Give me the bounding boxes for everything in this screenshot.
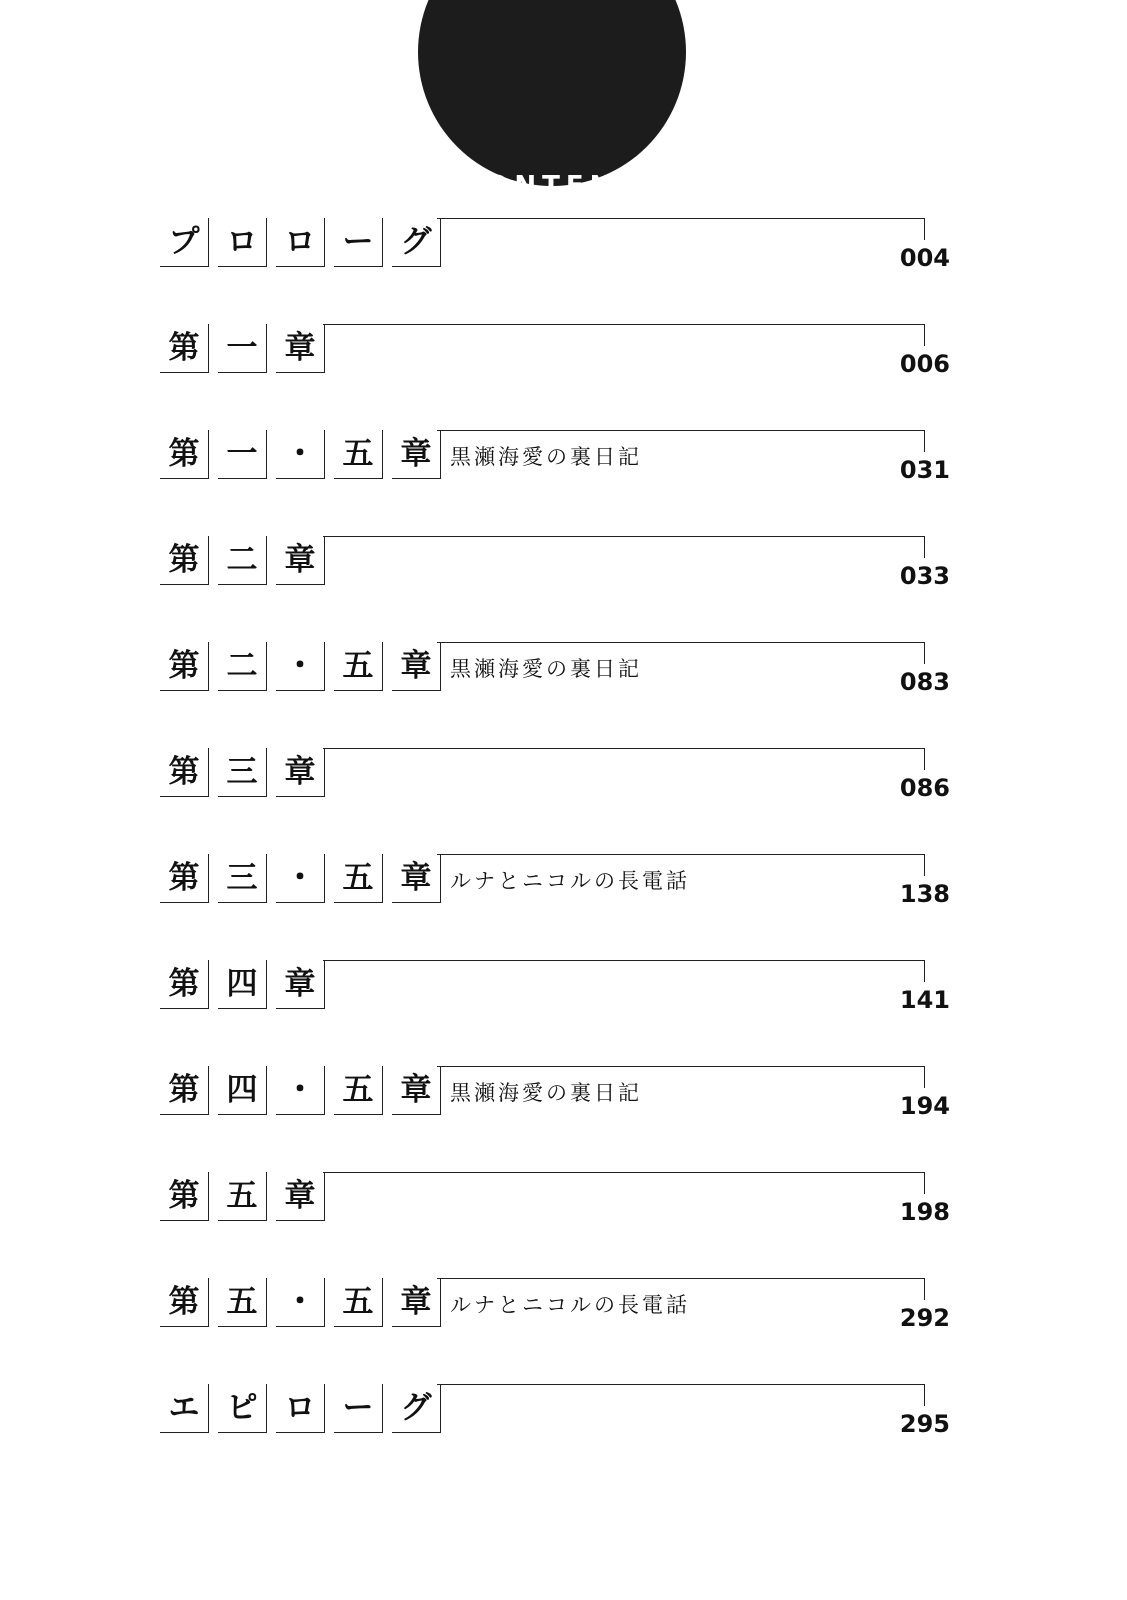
chapter-heading-char: 章 (392, 854, 441, 903)
chapter-heading-char: 章 (276, 1172, 325, 1221)
bracket-line (323, 748, 925, 770)
page-number: 086 (899, 774, 950, 802)
toc-entry[interactable] (160, 960, 960, 1040)
chapter-heading-char: ・ (276, 642, 325, 691)
bracket-line (323, 536, 925, 558)
page-title: CONTENTS (461, 171, 666, 201)
toc-entry[interactable] (160, 324, 960, 404)
toc-entry[interactable] (160, 1384, 960, 1464)
chapter-heading-char: 二 (218, 642, 267, 691)
chapter-heading-char: ・ (276, 430, 325, 479)
chapter-heading-char: 章 (392, 1066, 441, 1115)
page-number: 295 (899, 1410, 950, 1438)
chapter-heading-char: 章 (392, 1278, 441, 1327)
chapter-heading-char: 第 (160, 748, 209, 797)
chapter-heading-char: ロ (276, 218, 325, 267)
page-number: 292 (899, 1304, 950, 1332)
chapter-heading-char: 章 (276, 748, 325, 797)
chapter-heading-char: 章 (392, 642, 441, 691)
chapter-heading-char: 五 (334, 430, 383, 479)
toc-entry[interactable] (160, 854, 960, 934)
chapter-heading-char: グ (392, 218, 441, 267)
chapter-heading-char: 四 (218, 1066, 267, 1115)
page-number: 004 (899, 244, 950, 272)
chapter-heading-char: ピ (218, 1384, 267, 1433)
chapter-subtitle: 黒瀬海愛の裏日記 (450, 657, 642, 681)
toc-entry[interactable] (160, 1172, 960, 1252)
chapter-heading-char: 第 (160, 430, 209, 479)
chapter-heading-char: 章 (276, 536, 325, 585)
bracket-line (437, 1384, 925, 1406)
page-number: 194 (899, 1092, 950, 1120)
toc-entry[interactable] (160, 1066, 960, 1146)
chapter-heading-char: 章 (392, 430, 441, 479)
bracket-line (323, 960, 925, 982)
chapter-heading-char: プ (160, 218, 209, 267)
chapter-heading-char: ・ (276, 1066, 325, 1115)
chapter-heading (160, 1384, 441, 1434)
chapter-heading (160, 324, 325, 374)
chapter-subtitle: 黒瀬海愛の裏日記 (450, 1081, 642, 1105)
chapter-heading-char: ロ (276, 1384, 325, 1433)
page-number: 198 (899, 1198, 950, 1226)
chapter-heading (160, 1278, 441, 1328)
chapter-heading-char: ・ (276, 854, 325, 903)
chapter-heading-char: 一 (218, 430, 267, 479)
chapter-heading-char: 章 (276, 960, 325, 1009)
toc-entry[interactable] (160, 218, 960, 298)
chapter-heading-char: 第 (160, 1066, 209, 1115)
chapter-heading (160, 1172, 325, 1222)
chapter-heading-char: 五 (334, 1278, 383, 1327)
chapter-heading (160, 854, 441, 904)
chapter-heading-char: 三 (218, 748, 267, 797)
toc-entry[interactable] (160, 430, 960, 510)
chapter-heading-char: ー (334, 218, 383, 267)
chapter-heading-char: 第 (160, 1278, 209, 1327)
toc-entry[interactable] (160, 642, 960, 722)
page-number: 141 (899, 986, 950, 1014)
chapter-heading-char: 第 (160, 536, 209, 585)
page-number: 138 (899, 880, 950, 908)
chapter-heading (160, 960, 325, 1010)
chapter-heading (160, 748, 325, 798)
chapter-heading-char: 五 (334, 642, 383, 691)
chapter-heading-char: ロ (218, 218, 267, 267)
chapter-heading (160, 642, 441, 692)
chapter-subtitle: ルナとニコルの長電話 (450, 1293, 690, 1317)
chapter-heading-char: 第 (160, 854, 209, 903)
chapter-heading-char: 二 (218, 536, 267, 585)
chapter-heading-char: 五 (218, 1278, 267, 1327)
chapter-heading-char: 五 (334, 1066, 383, 1115)
page-number: 083 (899, 668, 950, 696)
chapter-heading-char: 第 (160, 1172, 209, 1221)
chapter-heading-char: 第 (160, 324, 209, 373)
chapter-heading (160, 1066, 441, 1116)
page-number: 006 (899, 350, 950, 378)
chapter-heading-char: 三 (218, 854, 267, 903)
chapter-heading-char: 四 (218, 960, 267, 1009)
chapter-heading-char: グ (392, 1384, 441, 1433)
chapter-heading-char: 一 (218, 324, 267, 373)
toc-entry[interactable] (160, 1278, 960, 1358)
chapter-heading-char: ー (334, 1384, 383, 1433)
page-number: 033 (899, 562, 950, 590)
chapter-heading-char: エ (160, 1384, 209, 1433)
chapter-heading (160, 430, 441, 480)
bracket-line (323, 324, 925, 346)
toc-entry[interactable] (160, 748, 960, 828)
chapter-heading-char: ・ (276, 1278, 325, 1327)
chapter-heading-char: 五 (334, 854, 383, 903)
chapter-heading (160, 218, 441, 268)
toc-entry[interactable] (160, 536, 960, 616)
chapter-heading-char: 第 (160, 960, 209, 1009)
chapter-heading-char: 五 (218, 1172, 267, 1221)
bracket-line (323, 1172, 925, 1194)
chapter-subtitle: ルナとニコルの長電話 (450, 869, 690, 893)
chapter-subtitle: 黒瀬海愛の裏日記 (450, 445, 642, 469)
chapter-heading-char: 第 (160, 642, 209, 691)
bracket-line (437, 218, 925, 240)
chapter-heading (160, 536, 325, 586)
page-number: 031 (899, 456, 950, 484)
chapter-heading-char: 章 (276, 324, 325, 373)
